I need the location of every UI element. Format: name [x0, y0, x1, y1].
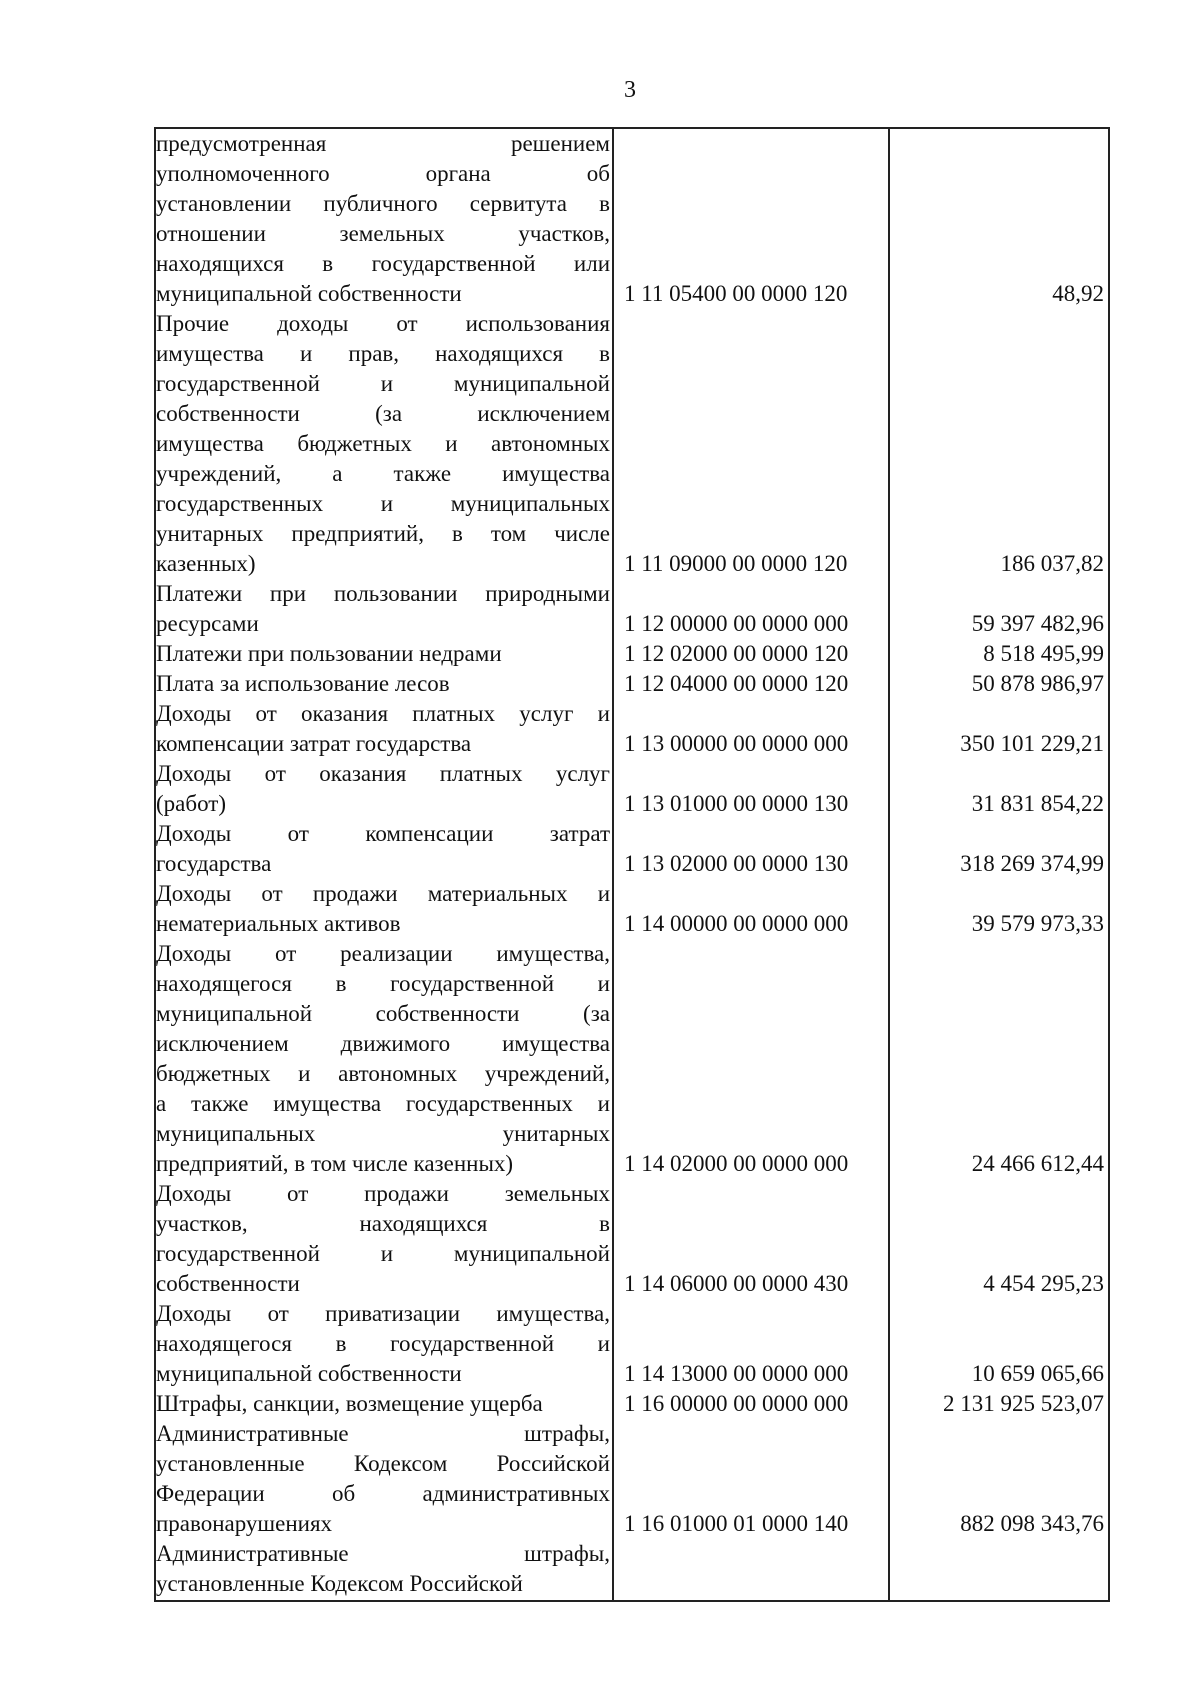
description-line: установленные Кодексом Российской — [156, 1571, 523, 1596]
row-amount: 186 037,82 — [1000, 551, 1104, 576]
description-line: Административные штрафы, — [156, 1541, 610, 1566]
row-description — [156, 699, 610, 759]
description-line: участков, находящихся в — [156, 1211, 610, 1236]
description-line: исключением движимого имущества — [156, 1031, 610, 1056]
row-budget-code: 1 13 02000 00 0000 130 — [624, 851, 849, 876]
row-description — [156, 1299, 610, 1389]
table-row — [154, 1419, 1110, 1539]
description-line: правонарушениях — [156, 1511, 333, 1536]
description-line: имущества бюджетных и автономных — [156, 431, 610, 456]
description-line: учреждений, а также имущества — [156, 461, 610, 486]
description-line: государственной и муниципальной — [156, 371, 610, 396]
description-line: унитарных предприятий, в том числе — [156, 521, 610, 546]
row-description — [156, 639, 610, 669]
table-row — [154, 819, 1110, 879]
description-line: собственности — [156, 1271, 300, 1296]
description-line: Доходы от компенсации затрат — [156, 821, 610, 846]
description-line: Доходы от реализации имущества, — [156, 941, 610, 966]
description-line: Прочие доходы от использования — [156, 311, 610, 336]
description-line: бюджетных и автономных учреждений, — [156, 1061, 610, 1086]
table-row — [154, 1179, 1110, 1299]
row-budget-code: 1 16 00000 00 0000 000 — [624, 1391, 849, 1416]
row-amount: 2 131 925 523,07 — [943, 1391, 1104, 1416]
row-amount: 4 454 295,23 — [983, 1271, 1104, 1296]
row-description — [156, 1419, 610, 1539]
description-line: собственности (за исключением — [156, 401, 610, 426]
description-line: государства — [156, 851, 272, 876]
table-row — [154, 939, 1110, 1179]
table-bottom-border — [154, 1600, 1110, 1602]
revenue-table — [154, 127, 1110, 1602]
row-amount: 10 659 065,66 — [971, 1361, 1104, 1386]
row-amount: 39 579 973,33 — [971, 911, 1104, 936]
description-line: компенсации затрат государства — [156, 731, 472, 756]
row-amount: 8 518 495,99 — [983, 641, 1104, 666]
description-line: установлении публичного сервитута в — [156, 191, 610, 216]
row-amount: 31 831 854,22 — [971, 791, 1104, 816]
row-amount: 350 101 229,21 — [960, 731, 1104, 756]
description-line: предусмотренная решением — [156, 131, 610, 156]
table-row — [154, 669, 1110, 699]
row-budget-code: 1 14 00000 00 0000 000 — [624, 911, 849, 936]
row-description — [156, 1389, 610, 1419]
description-line: Штрафы, санкции, возмещение ущерба — [156, 1391, 543, 1416]
description-line: Доходы от продажи материальных и — [156, 881, 610, 906]
description-line: установленные Кодексом Российской — [156, 1451, 610, 1476]
table-row — [154, 129, 1110, 309]
description-line: имущества и прав, находящихся в — [156, 341, 610, 366]
description-line: Федерации об административных — [156, 1481, 610, 1506]
description-line: отношении земельных участков, — [156, 221, 610, 246]
row-budget-code: 1 12 04000 00 0000 120 — [624, 671, 849, 696]
description-line: предприятий, в том числе казенных) — [156, 1151, 514, 1176]
row-amount: 882 098 343,76 — [960, 1511, 1104, 1536]
row-budget-code: 1 14 06000 00 0000 430 — [624, 1271, 849, 1296]
description-line: нематериальных активов — [156, 911, 401, 936]
description-line: муниципальной собственности — [156, 281, 462, 306]
description-line: муниципальной собственности — [156, 1361, 462, 1386]
description-line: уполномоченного органа об — [156, 161, 610, 186]
row-description — [156, 309, 610, 579]
description-line: а также имущества государственных и — [156, 1091, 610, 1116]
row-amount: 50 878 986,97 — [971, 671, 1104, 696]
table-row — [154, 759, 1110, 819]
description-line: государственной и муниципальной — [156, 1241, 610, 1266]
row-description — [156, 879, 610, 939]
page-number: 3 — [624, 77, 636, 103]
row-description — [156, 819, 610, 879]
table-row — [154, 579, 1110, 639]
row-budget-code: 1 11 09000 00 0000 120 — [624, 551, 848, 576]
row-budget-code: 1 14 13000 00 0000 000 — [624, 1361, 849, 1386]
description-line: находящегося в государственной и — [156, 971, 610, 996]
table-row — [154, 879, 1110, 939]
description-line: находящихся в государственной или — [156, 251, 610, 276]
row-description — [156, 669, 610, 699]
row-description — [156, 939, 610, 1179]
row-budget-code: 1 11 05400 00 0000 120 — [624, 281, 848, 306]
row-description — [156, 1539, 610, 1599]
description-line: муниципальных унитарных — [156, 1121, 610, 1146]
description-line: ресурсами — [156, 611, 259, 636]
row-budget-code: 1 13 00000 00 0000 000 — [624, 731, 849, 756]
description-line: находящегося в государственной и — [156, 1331, 610, 1356]
row-amount: 24 466 612,44 — [971, 1151, 1104, 1176]
row-budget-code: 1 12 00000 00 0000 000 — [624, 611, 849, 636]
row-budget-code: 1 13 01000 00 0000 130 — [624, 791, 849, 816]
row-description — [156, 129, 610, 309]
description-line: Доходы от приватизации имущества, — [156, 1301, 610, 1326]
description-line: Административные штрафы, — [156, 1421, 610, 1446]
table-row — [154, 699, 1110, 759]
row-amount: 318 269 374,99 — [960, 851, 1104, 876]
row-amount: 59 397 482,96 — [971, 611, 1104, 636]
description-line: (работ) — [156, 791, 226, 816]
description-line: муниципальной собственности (за — [156, 1001, 610, 1026]
description-line: Доходы от продажи земельных — [156, 1181, 610, 1206]
row-budget-code: 1 14 02000 00 0000 000 — [624, 1151, 849, 1176]
table-row — [154, 1299, 1110, 1389]
row-budget-code: 1 12 02000 00 0000 120 — [624, 641, 849, 666]
row-description — [156, 759, 610, 819]
row-budget-code: 1 16 01000 01 0000 140 — [624, 1511, 849, 1536]
table-row — [154, 639, 1110, 669]
table-body — [154, 129, 1110, 1599]
description-line: государственных и муниципальных — [156, 491, 610, 516]
row-amount: 48,92 — [1052, 281, 1104, 306]
table-row — [154, 1539, 1110, 1599]
description-line: Плата за использование лесов — [156, 671, 450, 696]
row-description — [156, 579, 610, 639]
description-line: Доходы от оказания платных услуг — [156, 761, 610, 786]
table-row — [154, 1389, 1110, 1419]
description-line: Платежи при пользовании природными — [156, 581, 610, 606]
description-line: Доходы от оказания платных услуг и — [156, 701, 610, 726]
table-row — [154, 309, 1110, 579]
description-line: казенных) — [156, 551, 256, 576]
row-description — [156, 1179, 610, 1299]
description-line: Платежи при пользовании недрами — [156, 641, 502, 666]
